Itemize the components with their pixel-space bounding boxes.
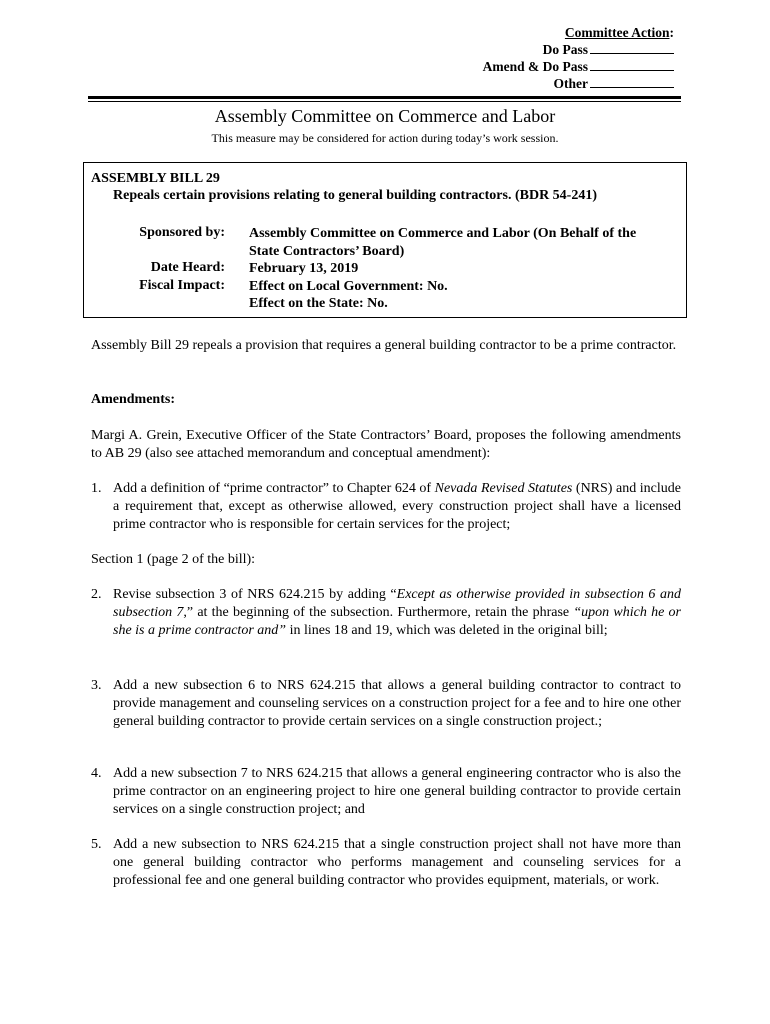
item-text: Add a definition of “prime contractor” to Chapter 624 of Nevada Revised Statutes (NRS) and include a requirement that, except as otherwise allowed, every construction project shall have a licensed prime contractor who is responsible for certain services for the project; <box>113 481 681 532</box>
amendment-item-4 <box>91 765 681 819</box>
committee-action-block <box>483 24 674 92</box>
fiscal-state: Effect on the State: No. <box>249 296 388 311</box>
amendment-item-5 <box>91 836 681 890</box>
item-number: 2. <box>91 587 102 602</box>
item-text: Revise subsection 3 of NRS 624.215 by adding “Except as otherwise provided in subsection 6 and subsection 7,” at the beginning of the subsection. Furthermore, retain the phrase “upon which he or she is a prime contractor and” in lines 18 and 19, which was deleted in the original bill; <box>113 587 682 638</box>
bill-description: Repeals certain provisions relating to general building contractors. (BDR 54-241) <box>113 188 598 203</box>
section-label: Section 1 (page 2 of the bill): <box>91 552 256 567</box>
bill-number: ASSEMBLY BILL 29 <box>91 171 220 186</box>
sponsored-line-2: State Contractors’ Board) <box>249 243 405 259</box>
date-heard-value: February 13, 2019 <box>249 261 359 276</box>
other-line: Other <box>483 75 674 92</box>
fiscal-local: Effect on Local Government: No. <box>249 278 448 294</box>
amend-do-pass-blank <box>590 59 674 71</box>
sponsored-line-1: Assembly Committee on Commerce and Labor (On Behalf of the <box>249 226 637 241</box>
item-number: 3. <box>91 678 102 693</box>
item-text: Add a new subsection 6 to NRS 624.215 that allows a general building contractor to contract to provide management and counseling services on a construction project for a fee and to hire one other general building contractor to provide certain services on a single construction project.; <box>113 678 681 729</box>
item-number: 5. <box>91 837 102 852</box>
item-text: Add a new subsection to NRS 624.215 that a single construction project shall not have more than one general building contractor who performs management and counseling services for a professional fee and one general building contractor who provides equipment, materials, or work. <box>113 837 681 888</box>
amendments-intro: Margi A. Grein, Executive Officer of the State Contractors’ Board, proposes the following amendments to AB 29 (also see attached memorandum and conceptual amendment): <box>91 428 681 461</box>
amendments-heading: Amendments: <box>91 392 175 407</box>
work-session-note: This measure may be considered for action during today’s work session. <box>211 131 559 145</box>
item-text: Add a new subsection 7 to NRS 624.215 that allows a general engineering contractor who is also the prime contractor on an engineering project to hire one general building contractor to provide certain services on a single construction project; and <box>113 766 681 817</box>
item-number: 1. <box>91 481 102 496</box>
committee-name: Assembly Committee on Commerce and Labor <box>214 106 556 126</box>
do-pass-blank <box>590 42 674 54</box>
header-rule-thin <box>88 101 681 102</box>
bill-summary: Assembly Bill 29 repeals a provision that requires a general building contractor to be a prime contractor. <box>91 338 677 353</box>
header-rule-thick <box>88 96 681 99</box>
fiscal-impact-label: Fiscal Impact: <box>139 277 225 293</box>
other-blank <box>590 76 674 88</box>
amendment-item-3 <box>91 677 681 731</box>
bill-info-box <box>83 162 687 318</box>
amendment-item-2 <box>91 586 681 640</box>
sponsored-label: Sponsored by: <box>139 225 225 240</box>
amend-do-pass-line: Amend & Do Pass <box>483 58 674 75</box>
do-pass-line: Do Pass <box>483 41 674 58</box>
date-heard-label: Date Heard: <box>150 260 225 275</box>
committee-action-title: Committee Action: <box>564 25 674 40</box>
item-number: 4. <box>91 766 102 781</box>
amendment-item-1 <box>91 480 681 534</box>
